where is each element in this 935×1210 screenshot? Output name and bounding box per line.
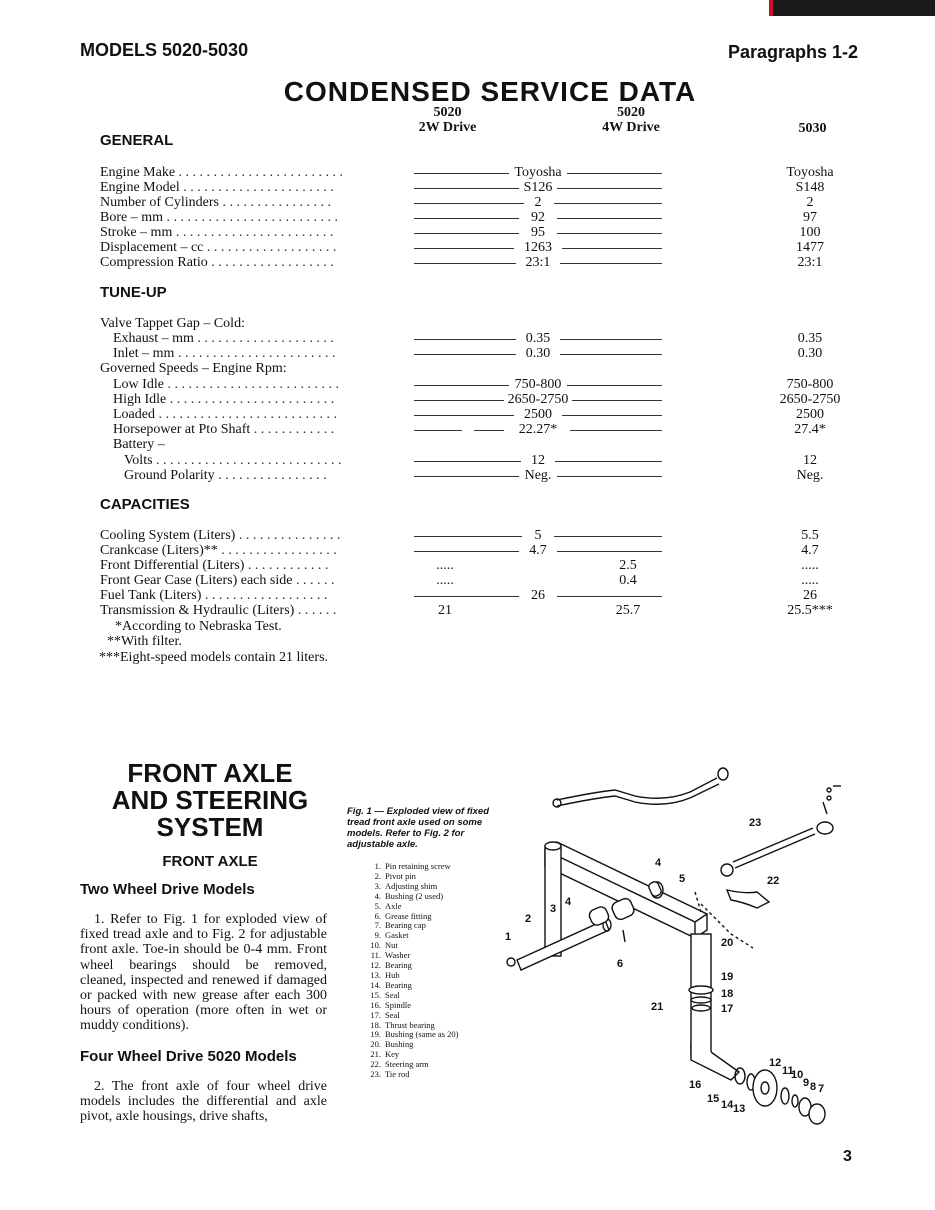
row-label: Front Gear Case (Liters) each side . . . . . .: [100, 573, 335, 588]
row-inlet: [0, 346, 935, 361]
span-value-line: 22.27*: [414, 422, 662, 437]
legend-part-name: Bushing: [385, 1039, 414, 1050]
value-5030: S148: [795, 180, 825, 195]
page-number: 3: [843, 1148, 852, 1165]
row-compression: [0, 255, 935, 270]
legend-part-name: Washer: [385, 950, 411, 961]
callout-label: 13: [733, 1103, 746, 1115]
row-engine-make: [0, 165, 935, 180]
callout-label: 14: [721, 1099, 734, 1111]
value-5030: 4.7: [801, 543, 819, 558]
value-5030: .....: [801, 573, 819, 588]
legend-part-name: Tie rod: [385, 1069, 410, 1080]
row-label: Front Differential (Liters) . . . . . . . . . . . .: [100, 558, 329, 573]
row-front-gear-case: [0, 573, 935, 588]
value-5030: Neg.: [796, 468, 824, 483]
steering-arm: [727, 890, 769, 908]
value-5030: 12: [803, 453, 817, 468]
legend-part-name: Gasket: [385, 930, 409, 941]
callout-label: 4: [565, 896, 572, 908]
legend-part-name: Thrust bearing: [385, 1019, 435, 1030]
legend-number: 4.: [374, 890, 381, 901]
callout-label: 3: [550, 903, 557, 915]
legend-part-name: Bearing cap: [385, 920, 426, 931]
pivot-pin: [517, 920, 609, 970]
value-5020-4w: 25.7: [615, 603, 641, 618]
exploded-axle-figure: [495, 762, 855, 1132]
row-cooling: [0, 528, 935, 543]
value-5020-4w: 0.4: [619, 573, 637, 588]
paragraph-1: 1. Refer to Fig. 1 for exploded view of fixed tread axle and to Fig. 2 for adjustable front axle. Toe-in should be 0-4 mm. Front wheel bearings should be removed, cleaned, inspected and renewed if damaged or packed with new grease after each 300 hours of operation (more often in wet or muddy conditions).: [80, 912, 327, 1034]
paragraph-2: 2. The front axle of four wheel drive models includes the differential and axle pivot, axle housings, drive shafts,: [80, 1079, 327, 1125]
row-ground: [0, 468, 935, 483]
span-value-line: 2: [414, 195, 662, 210]
span-value-line: 92: [414, 210, 662, 225]
legend-number: 1.: [374, 861, 381, 871]
callout-label: 2: [525, 913, 532, 925]
legend-number: 14.: [370, 979, 381, 990]
callout-label: 4: [655, 857, 662, 869]
legend-number: 6.: [374, 910, 381, 921]
legend-part-name: Pin retaining screw: [385, 861, 451, 871]
legend-number: 18.: [370, 1019, 381, 1030]
legend-part-name: Seal: [385, 989, 400, 1000]
legend-number: 22.: [370, 1059, 381, 1070]
callout-label: 20: [721, 937, 734, 949]
legend-part-name: Bearing: [385, 979, 412, 990]
row-label: Volts . . . . . . . . . . . . . . . . . . . . . . . . . . .: [124, 453, 342, 468]
row-label: Horsepower at Pto Shaft . . . . . . . . . . . .: [113, 422, 335, 437]
legend-number: 17.: [370, 1009, 381, 1020]
legend-number: 5.: [374, 900, 381, 911]
row-low-idle: [0, 377, 935, 392]
hub: [753, 1070, 777, 1106]
callout-label: 18: [721, 988, 734, 1000]
row-label: Engine Model . . . . . . . . . . . . . . . . . . . . . .: [100, 180, 334, 195]
span-value-line: Neg.: [414, 468, 662, 483]
row-label: Inlet – mm . . . . . . . . . . . . . . . . . . . . . . .: [113, 346, 336, 361]
callout-label: 11: [782, 1065, 794, 1077]
footnote-2: **With filter.: [107, 634, 182, 649]
span-value-line: 2650-2750: [414, 392, 662, 407]
value-5030: 23:1: [797, 255, 823, 270]
legend-number: 13.: [370, 969, 381, 980]
col-5020-4w-model: 5020: [617, 105, 645, 120]
header-paragraphs: Paragraphs 1-2: [728, 42, 859, 62]
callout-label: 21: [651, 1001, 664, 1013]
legend-part-name: Bearing: [385, 960, 412, 971]
legend-number: 7.: [374, 920, 381, 931]
section-title-front-axle: [80, 760, 340, 841]
parts-legend: [366, 862, 458, 1080]
value-5030: 25.5***: [787, 603, 833, 618]
callout-label: 8: [810, 1081, 817, 1093]
title-line-2: AND STEERING: [111, 785, 309, 815]
col-5020-2w: [405, 105, 490, 135]
row-bore: [0, 210, 935, 225]
footnote-1: *According to Nebraska Test.: [115, 619, 282, 634]
span-value-line: 12: [414, 453, 662, 468]
span-value-line: S126: [414, 180, 662, 195]
row-label: High Idle . . . . . . . . . . . . . . . . . . . . . . . .: [113, 392, 335, 407]
value-5030: Toyosha: [786, 165, 834, 180]
legend-part-name: Nut: [385, 940, 398, 951]
row-label: Cooling System (Liters) . . . . . . . . . . . . . . .: [100, 528, 341, 543]
legend-number: 20.: [370, 1039, 381, 1050]
callout-label: 22: [767, 875, 780, 887]
col-5020-4w-drive: 4W Drive: [602, 120, 660, 135]
row-label: Loaded . . . . . . . . . . . . . . . . . . . . . . . . . .: [113, 407, 337, 422]
callout-label: 15: [707, 1093, 720, 1105]
callout-label: 5: [679, 873, 686, 885]
legend-number: 23.: [370, 1069, 381, 1080]
legend-part-name: Grease fitting: [385, 910, 432, 921]
callout-label: 6: [617, 958, 624, 970]
value-5030: 0.30: [797, 346, 823, 361]
row-displacement: [0, 240, 935, 255]
col-5020-2w-drive: 2W Drive: [418, 120, 477, 135]
value-5030: 26: [803, 588, 817, 603]
legend-number: 12.: [370, 960, 381, 971]
title-line-3: SYSTEM: [156, 812, 264, 842]
value-5030: 1477: [796, 240, 824, 255]
span-value-line: 95: [414, 225, 662, 240]
figure-caption: Fig. 1 — Exploded view of fixed tread front axle used on some models. Refer to Fig. 2 for adjustable axle.: [347, 806, 489, 850]
span-value-line: 1263: [414, 240, 662, 255]
value-5030: 2: [806, 195, 814, 210]
row-front-differential: [0, 558, 935, 573]
callout-label: 7: [818, 1083, 825, 1095]
span-value-line: Toyosha: [414, 165, 662, 180]
row-exhaust: [0, 331, 935, 346]
span-value-line: 4.7: [414, 543, 662, 558]
row-label: Bore – mm . . . . . . . . . . . . . . . . . . . . . . . . .: [100, 210, 338, 225]
heading-two-wheel: Two Wheel Drive Models: [80, 881, 255, 898]
row-label: Transmission & Hydraulic (Liters) . . . . . .: [100, 603, 337, 618]
legend-number: 11.: [370, 950, 381, 961]
row-engine-model: [0, 180, 935, 195]
legend-part-name: Key: [385, 1049, 400, 1060]
col-5020-2w-model: 5020: [433, 105, 462, 120]
pivot-post: [545, 846, 561, 956]
span-value-line: 750-800: [414, 377, 662, 392]
legend-part-name: Pivot pin: [385, 870, 416, 881]
row-label: Engine Make . . . . . . . . . . . . . . . . . . . . . . . .: [100, 165, 344, 180]
legend-item: [366, 1070, 458, 1080]
legend-part-name: Spindle: [385, 999, 411, 1010]
span-value-line: 2500: [414, 407, 662, 422]
callout-label: 12: [769, 1057, 782, 1069]
callout-label: 19: [721, 971, 734, 983]
value-5030: 750-800: [786, 377, 834, 392]
value-5030: 0.35: [797, 331, 823, 346]
span-value-line: 0.35: [414, 331, 662, 346]
value-5030: 2650-2750: [779, 392, 841, 407]
header-models: MODELS 5020-5030: [80, 40, 249, 60]
value-5030: .....: [801, 558, 819, 573]
row-label: Crankcase (Liters)** . . . . . . . . . . . . . . . . .: [100, 543, 337, 558]
valve-heading: Valve Tappet Gap – Cold:: [100, 316, 245, 331]
callout-label: 10: [791, 1069, 804, 1081]
row-label: Stroke – mm . . . . . . . . . . . . . . . . . . . . . . .: [100, 225, 334, 240]
legend-number: 15.: [370, 989, 381, 1000]
span-value-line: 5: [414, 528, 662, 543]
callout-label: 1: [505, 931, 512, 943]
row-label: Ground Polarity . . . . . . . . . . . . . . . .: [124, 468, 327, 483]
value-5020-4w: 2.5: [619, 558, 637, 573]
callout-label: 17: [721, 1003, 734, 1015]
row-label: Number of Cylinders . . . . . . . . . . . . . . . .: [100, 195, 331, 210]
callout-label: 23: [749, 817, 762, 829]
callout-label: 9: [803, 1077, 810, 1089]
tie-rod-ball: [718, 768, 728, 780]
battery-heading: Battery –: [113, 437, 165, 452]
row-cylinders: [0, 195, 935, 210]
section-general: GENERAL: [100, 132, 174, 149]
value-5020-2w: .....: [436, 558, 454, 573]
value-5020-2w: .....: [436, 573, 454, 588]
value-5030: 2500: [796, 407, 824, 422]
row-horsepower: [0, 422, 935, 437]
row-crankcase: [0, 543, 935, 558]
section-tuneup: TUNE-UP: [100, 284, 167, 301]
row-transmission: [0, 603, 935, 618]
page-title: CONDENSED SERVICE DATA: [283, 76, 697, 107]
legend-number: 3.: [374, 880, 381, 891]
legend-part-name: Steering arm: [385, 1059, 429, 1070]
row-label: Low Idle . . . . . . . . . . . . . . . . . . . . . . . . .: [113, 377, 339, 392]
row-fuel-tank: [0, 588, 935, 603]
title-line-1: FRONT AXLE: [127, 758, 293, 788]
corner-tab: [769, 0, 935, 16]
legend-number: 16.: [370, 999, 381, 1010]
row-stroke: [0, 225, 935, 240]
row-label: Displacement – cc . . . . . . . . . . . . . . . . . . .: [100, 240, 337, 255]
legend-part-name: Seal: [385, 1009, 400, 1020]
legend-part-name: Bushing (2 used): [385, 890, 444, 901]
axle-beam: [545, 850, 695, 938]
legend-number: 19.: [370, 1029, 381, 1040]
heading-four-wheel: Four Wheel Drive 5020 Models: [80, 1048, 297, 1065]
span-value-line: 0.30: [414, 346, 662, 361]
legend-part-name: Hub: [385, 969, 400, 980]
legend-number: 10.: [370, 940, 381, 951]
value-5030: 100: [799, 225, 821, 240]
section-capacities: CAPACITIES: [100, 496, 190, 513]
value-5020-2w: 21: [438, 603, 452, 618]
span-value-line: 26: [414, 588, 662, 603]
col-5020-4w: [586, 105, 676, 135]
row-loaded: [0, 407, 935, 422]
legend-number: 9.: [374, 930, 381, 941]
subtitle-front-axle: FRONT AXLE: [162, 853, 258, 870]
row-volts: [0, 453, 935, 468]
row-label: Compression Ratio . . . . . . . . . . . . . . . . . .: [100, 255, 334, 270]
row-high-idle: [0, 392, 935, 407]
legend-number: 2.: [374, 870, 381, 881]
col-5030: 5030: [798, 121, 827, 136]
legend-part-name: Bushing (same as 20): [385, 1029, 459, 1040]
value-5030: 5.5: [801, 528, 819, 543]
legend-number: 21.: [370, 1049, 381, 1060]
legend-part-name: Adjusting shim: [385, 880, 438, 891]
callout-label: 16: [689, 1079, 702, 1091]
row-label: Exhaust – mm . . . . . . . . . . . . . . . . . . . .: [113, 331, 334, 346]
span-value-line: 23:1: [414, 255, 662, 270]
legend-part-name: Axle: [385, 900, 402, 911]
value-5030: 27.4*: [794, 422, 826, 437]
row-label: Fuel Tank (Liters) . . . . . . . . . . . . . . . . . .: [100, 588, 328, 603]
value-5030: 97: [803, 210, 817, 225]
governed-heading: Governed Speeds – Engine Rpm:: [100, 361, 287, 376]
footnote-3: ***Eight-speed models contain 21 liters.: [99, 650, 329, 665]
